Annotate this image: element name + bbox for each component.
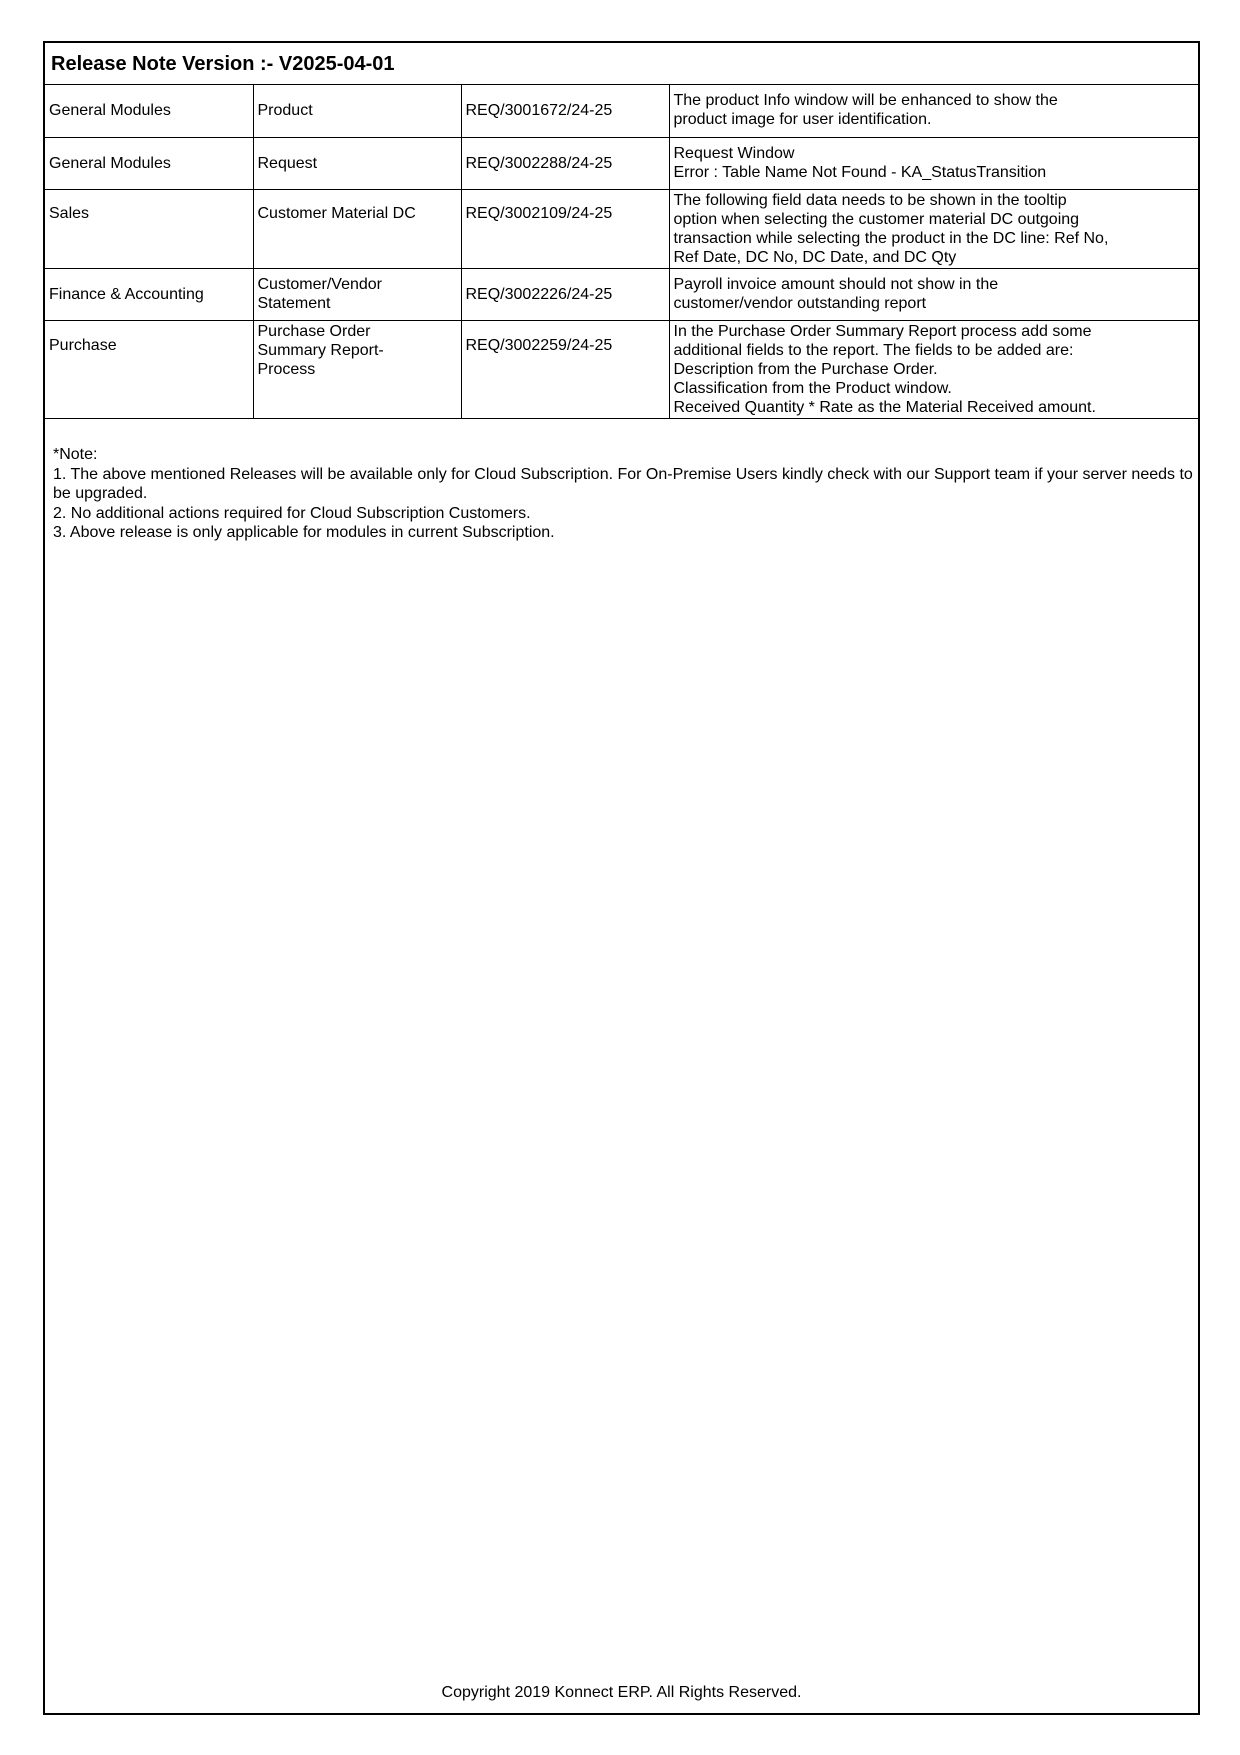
module-cell: Finance & Accounting bbox=[45, 268, 253, 320]
page-frame bbox=[43, 41, 1200, 1715]
note-item: 3. Above release is only applicable for modules in current Subscription. bbox=[53, 524, 555, 541]
notes-heading: *Note: bbox=[53, 446, 98, 463]
window-cell: Customer Material DC bbox=[253, 189, 461, 268]
note-item: 1. The above mentioned Releases will be available only for Cloud Subscription. For On-Premise Users kindly check with our Support team if your server needs to be upgraded. bbox=[53, 465, 1193, 502]
request-no-cell: REQ/3002288/24-25 bbox=[461, 137, 669, 189]
note-item: 2. No additional actions required for Cloud Subscription Customers. bbox=[53, 504, 531, 522]
description-cell: The following field data needs to be shown in the tooltip option when selecting the customer material DC outgoing transaction while selecting the product in the DC line: Ref No, Ref Date, DC No, DC Date, and DC Qty bbox=[669, 189, 1198, 268]
request-no-cell: REQ/3002226/24-25 bbox=[461, 268, 669, 320]
window-cell: Product bbox=[253, 85, 461, 137]
page-title: Release Note Version :- V2025-04-01 bbox=[45, 43, 1198, 85]
description-cell: The product Info window will be enhanced to show the product image for user identification. bbox=[669, 85, 1198, 137]
window-cell: Customer/Vendor Statement bbox=[253, 268, 461, 320]
description-cell: Request Window Error : Table Name Not Found - KA_StatusTransition bbox=[669, 137, 1198, 189]
table-row bbox=[45, 320, 1198, 418]
module-cell: General Modules bbox=[45, 137, 253, 189]
table-row bbox=[45, 268, 1198, 320]
description-cell: Payroll invoice amount should not show in the customer/vendor outstanding report bbox=[669, 268, 1198, 320]
table-row bbox=[45, 137, 1198, 189]
request-no-cell: REQ/3002259/24-25 bbox=[461, 320, 669, 418]
window-cell: Purchase Order Summary Report- Process bbox=[253, 320, 461, 418]
notes-section bbox=[53, 445, 1193, 543]
request-no-cell: REQ/3002109/24-25 bbox=[461, 189, 669, 268]
window-cell: Request bbox=[253, 137, 461, 189]
table-row bbox=[45, 189, 1198, 268]
copyright-footer: Copyright 2019 Konnect ERP. All Rights Reserved. bbox=[441, 1684, 802, 1701]
module-cell: Sales bbox=[45, 189, 253, 268]
request-no-cell: REQ/3001672/24-25 bbox=[461, 85, 669, 137]
module-cell: Purchase bbox=[45, 320, 253, 418]
release-table bbox=[45, 85, 1198, 419]
module-cell: General Modules bbox=[45, 85, 253, 137]
table-row bbox=[45, 85, 1198, 137]
description-cell: In the Purchase Order Summary Report process add some additional fields to the report. The fields to be added are: Description from the Purchase Order. Classification from the Product window. Received Quantity * Rate as the Material Received amount. bbox=[669, 320, 1198, 418]
